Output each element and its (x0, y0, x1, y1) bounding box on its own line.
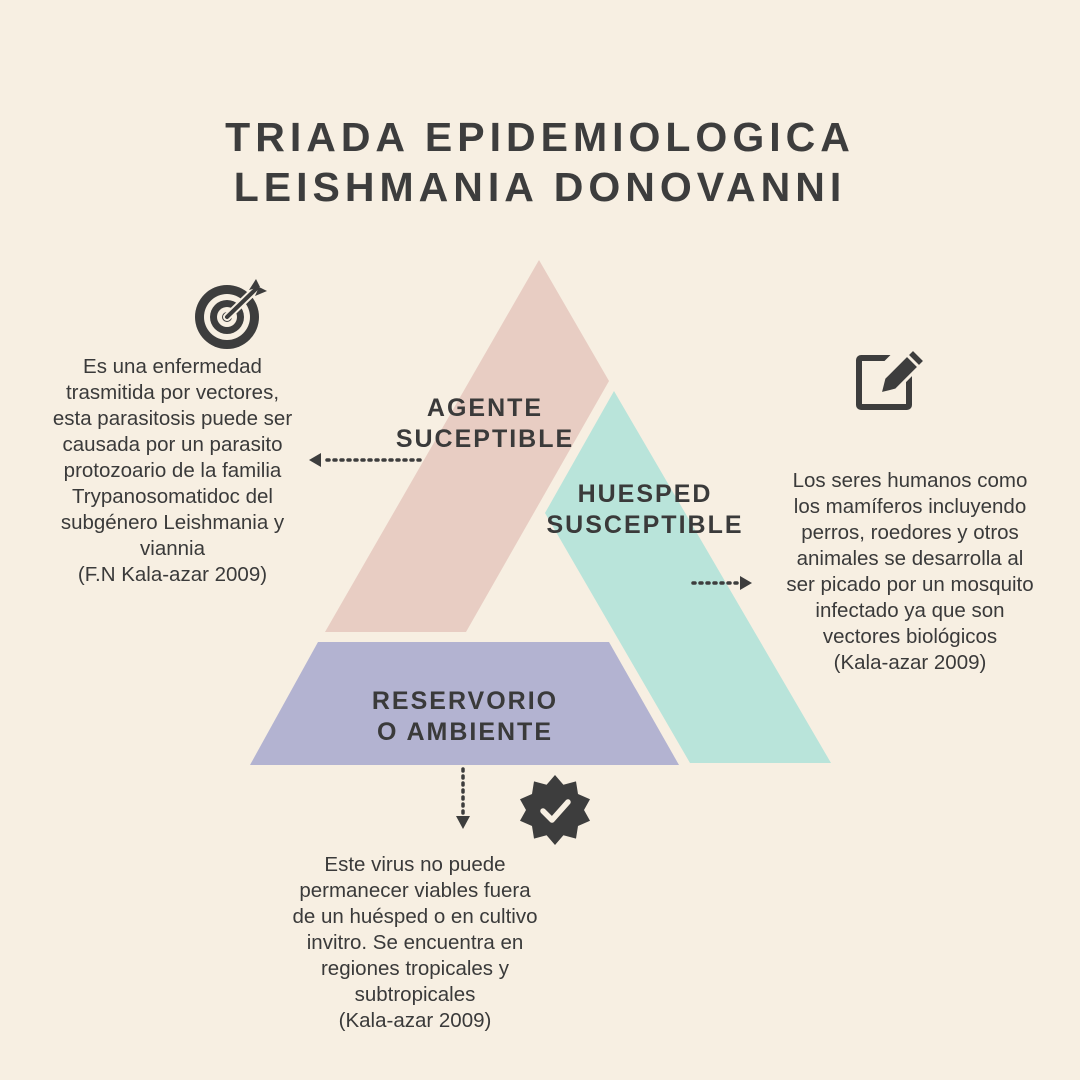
agente-description-line: subgénero Leishmania y (60, 511, 285, 534)
agente-description (15, 354, 330, 588)
agente-description-line: viannia (140, 537, 205, 560)
check-badge-icon (520, 775, 590, 845)
edit-icon (859, 337, 925, 407)
huesped-description-line: vectores biológicos (822, 625, 998, 648)
reservorio-description-line: de un huésped o en cultivo (292, 905, 538, 928)
huesped-description (750, 468, 1070, 676)
agente-label-line-2: SUCEPTIBLE (395, 425, 575, 453)
huesped-description-line: perros, roedores y otros (801, 521, 1019, 544)
reservorio-description-line: invitro. Se encuentra en (306, 931, 524, 954)
reservorio-description-line: regiones tropicales y (320, 957, 509, 980)
title-line-1: TRIADA EPIDEMIOLOGICA (225, 114, 855, 160)
reservorio-label (355, 686, 575, 748)
reservorio-description-line: subtropicales (354, 983, 476, 1006)
agente-description-line: causada por un parasito (62, 433, 283, 456)
agente-description-line: Es una enfermedad (83, 355, 262, 378)
huesped-label-line-2: SUSCEPTIBLE (546, 511, 744, 539)
reservorio-description-line: permanecer viables fuera (299, 879, 531, 902)
agente-label (385, 393, 585, 455)
target-icon (195, 279, 267, 349)
agente-description-line: trasmitida por vectores, (65, 381, 280, 404)
title-line-2: LEISHMANIA DONOVANNI (233, 164, 847, 210)
huesped-description-line: ser picado por un mosquito (786, 573, 1034, 596)
agente-description-line: esta parasitosis puede ser (52, 407, 293, 430)
reservorio-label-line-1: RESERVORIO (371, 687, 559, 715)
reservorio-description-line: (Kala-azar 2009) (338, 1009, 492, 1032)
huesped-description-line: Los seres humanos como (792, 469, 1028, 492)
agente-description-line: protozoario de la familia (63, 459, 282, 482)
reservorio-description (255, 852, 575, 1034)
agente-label-line-1: AGENTE (426, 394, 544, 422)
agente-description-line: (F.N Kala-azar 2009) (77, 563, 268, 586)
huesped-description-line: infectado ya que son (815, 599, 1005, 622)
reservorio-description-line: Este virus no puede (324, 853, 506, 876)
huesped-description-line: (Kala-azar 2009) (833, 651, 987, 674)
reservorio-label-line-2: O AMBIENTE (376, 718, 554, 746)
huesped-label-line-1: HUESPED (577, 480, 713, 508)
huesped-description-line: animales se desarrolla al (796, 547, 1024, 570)
huesped-description-line: los mamíferos incluyendo (793, 495, 1027, 518)
agente-description-line: Trypanosomatidoc del (72, 485, 273, 508)
reservorio-arrow (456, 769, 470, 829)
huesped-label (540, 479, 750, 541)
